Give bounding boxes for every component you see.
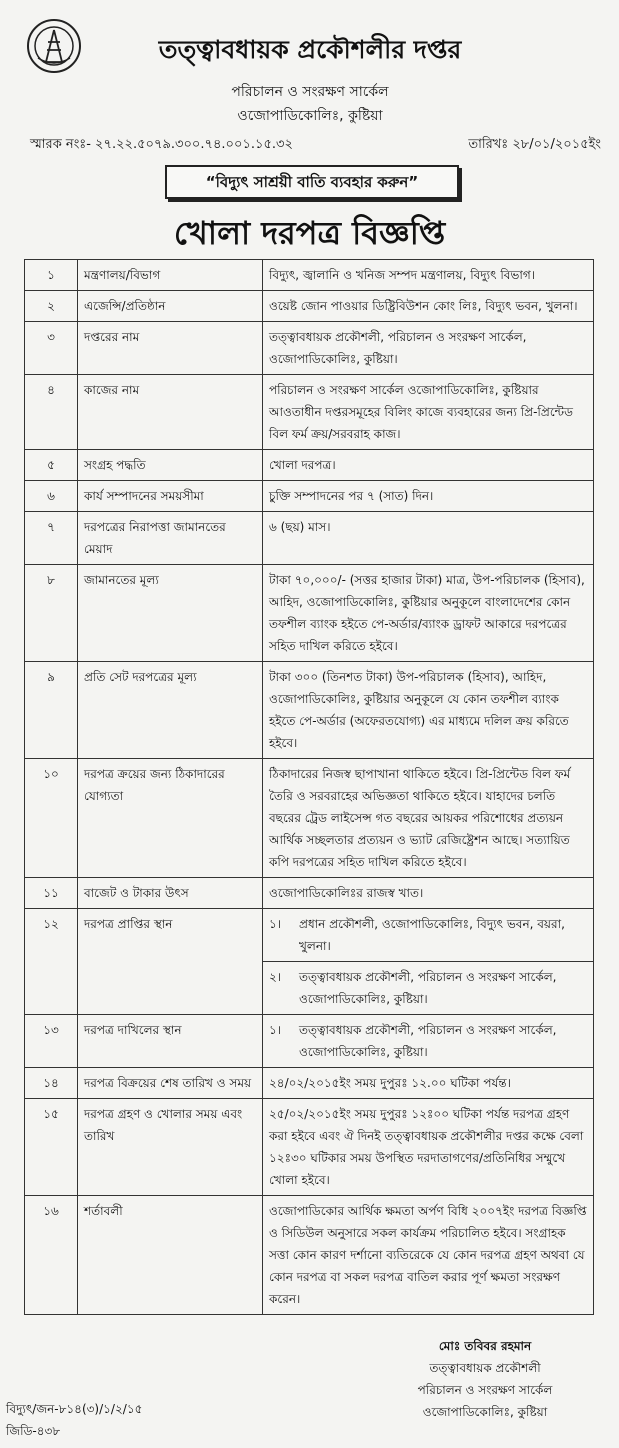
row-value: তত্ত্বাবধায়ক প্রকৌশলী, পরিচালন ও সংরক্ষণ সার্কেল, ওজোপাডিকোলিঃ, কুষ্টিয়া। bbox=[263, 322, 594, 375]
row-number: ১৩ bbox=[25, 1015, 78, 1068]
row-value: ২৪/০২/২০১৫ইং সময় দুপুরঃ ১২.০০ ঘটিকা পর্যন্ত। bbox=[263, 1068, 594, 1099]
row-value: ২৫/০২/২০১৫ইং সময় দুপুরঃ ১২ঃ০০ ঘটিকা পর্যন্ত দরপত্র গ্রহণ করা হইবে এবং ঐ দিনই তত্ত্বাবধায়ক প্রকৌশলীর দপ্তর কক্ষে বেলা ১২ঃ৩০ ঘটিকার সময় উপস্থিত দরদাতাগণের/প্রতিনিধির সম্মুখে খোলা হইবে। bbox=[263, 1099, 594, 1196]
office-subtitle: পরিচালন ও সংরক্ষণ সার্কেল bbox=[231, 84, 389, 100]
row-value: টাকা ৩০০ (তিনশত টাকা) উপ-পরিচালক (হিসাব), আহিদ, ওজোপাডিকোলিঃ, কুষ্টিয়ার অনুকূলে যে কোন তফশীল ব্যাংক হইতে পে-অর্ডার (অফেরতযোগ্য) এর মাধ্যমে দলিল ক্রয় করিতে হইবে। bbox=[263, 662, 594, 759]
footer-gd-number: জিডি-৪৩৮ bbox=[6, 1424, 61, 1438]
row-value: চুক্তি সম্পাদনের পর ৭ (সাত) দিন। bbox=[263, 481, 594, 512]
signatory-office: পরিচালন ও সংরক্ষণ সার্কেল bbox=[417, 1383, 553, 1397]
table-row bbox=[25, 481, 594, 512]
signature-block bbox=[380, 1335, 590, 1423]
table-row bbox=[25, 512, 594, 565]
office-location: ওজোপাডিকোলিঃ, কুষ্টিয়া bbox=[237, 108, 383, 124]
row-value: ওয়েষ্ট জোন পাওয়ার ডিষ্ট্রিবিউশন কোং লিঃ, বিদ্যুৎ ভবন, খুলনা। bbox=[263, 291, 594, 322]
row-value: ওজোপাডিকোর আর্থিক ক্ষমতা অর্পণ বিধি ২০০৭ইং দরপত্র বিজ্ঞপ্তি ও সিডিউল অনুসারে সকল কার্যক্রম পরিচালিত হইবে। সংগ্রাহক সত্তা কোন কারণ দর্শানো ব্যতিরেকে যে কোন দরপত্র গ্রহণ অথবা যে কোন দরপত্র বা সকল দরপত্র বাতিল করার পূর্ণ ক্ষমতা সংরক্ষণ করেন। bbox=[263, 1196, 594, 1315]
row-label: দরপত্রের নিরাপত্তা জামানতের মেয়াদ bbox=[78, 512, 263, 565]
row-value: টাকা ৭০,০০০/- (সত্তর হাজার টাকা) মাত্র, উপ-পরিচালক (হিসাব), আহিদ, ওজোপাডিকোলিঃ, কুষ্টিয়ার অনুকূলে বাংলাদেশের কোন তফশীল ব্যাংক হইতে পে-অর্ডার/ব্যাংক ড্রাফট আকারে দরপত্রের সহিত দাখিল করিতে হইবে। bbox=[263, 565, 594, 662]
signatory-location: ওজোপাডিকোলিঃ, কুষ্টিয়া bbox=[422, 1405, 548, 1419]
row-value: ৬ (ছয়) মাস। bbox=[263, 512, 594, 565]
row-label: দরপত্র দাখিলের স্থান bbox=[78, 1015, 263, 1068]
row-label: শর্তাবলী bbox=[78, 1196, 263, 1315]
row-number: ১০ bbox=[25, 759, 78, 878]
row-value: বিদ্যুৎ, জ্বালানি ও খনিজ সম্পদ মন্ত্রণালয়, বিদ্যুৎ বিভাগ। bbox=[263, 260, 594, 291]
sub-item bbox=[269, 1019, 587, 1063]
table-row bbox=[25, 1068, 594, 1099]
table-row bbox=[25, 878, 594, 909]
row-label: প্রতি সেট দরপত্রের মূল্য bbox=[78, 662, 263, 759]
row-label: মন্ত্রণালয়/বিভাগ bbox=[78, 260, 263, 291]
footer-reference: বিদ্যুৎ/জন-৮১৪(৩)/১/২/১৫ bbox=[6, 1402, 143, 1416]
sub-value: তত্ত্বাবধায়ক প্রকৌশলী, পরিচালন ও সংরক্ষণ সার্কেল, ওজোপাডিকোলিঃ, কুষ্টিয়া। bbox=[299, 1023, 557, 1059]
row-label: দরপত্র গ্রহণ ও খোলার সময় এবং তারিখ bbox=[78, 1099, 263, 1196]
table-row bbox=[25, 1196, 594, 1315]
row-number: ৬ bbox=[25, 481, 78, 512]
row-number: ১৫ bbox=[25, 1099, 78, 1196]
row-value bbox=[263, 962, 594, 1015]
row-number: ২ bbox=[25, 291, 78, 322]
row-number: ৪ bbox=[25, 375, 78, 450]
table-row bbox=[25, 260, 594, 291]
row-value: খোলা দরপত্র। bbox=[263, 450, 594, 481]
row-label: দরপত্র প্রাপ্তির স্থান bbox=[78, 909, 263, 1015]
row-label: দরপত্র ক্রয়ের জন্য ঠিকাদারের যোগ্যতা bbox=[78, 759, 263, 878]
memo-number: স্মারক নংঃ- ২৭.২২.৫০৭৯.৩০০.৭৪.০০১.১৫.৩২ bbox=[30, 137, 293, 152]
row-number: ৫ bbox=[25, 450, 78, 481]
row-label: সংগ্রহ পদ্ধতি bbox=[78, 450, 263, 481]
row-label: জামানতের মূল্য bbox=[78, 565, 263, 662]
slogan-box: “বিদ্যুৎ সাশ্রয়ী বাতি ব্যবহার করুন” bbox=[165, 165, 459, 199]
notice-title: খোলা দরপত্র বিজ্ঞপ্তি bbox=[173, 214, 446, 252]
row-value: ঠিকাদারের নিজস্ব ছাপাখানা থাকিতে হইবে। প্রি-প্রিন্টেড বিল ফর্ম তৈরি ও সরবরাহের অভিজ্ঞতা থাকিতে হইবে। যাহাদের চলতি বছরের ট্রেড লাইসেন্স গত বছরের আয়কর পরিশোধের প্রত্যয়ন আর্থিক সচ্ছলতার প্রত্যয়ন ও ভ্যাট রেজিষ্ট্রেশন আছে। সত্যায়িত কপি দরপত্রের সহিত দাখিল করিতে হইবে। bbox=[263, 759, 594, 878]
row-value: ওজোপাডিকোলিঃর রাজস্ব খাত। bbox=[263, 878, 594, 909]
table-row bbox=[25, 375, 594, 450]
row-label: এজেন্সি/প্রতিষ্ঠান bbox=[78, 291, 263, 322]
sub-number: ১। bbox=[269, 1023, 282, 1037]
row-label: কার্য সম্পাদনের সময়সীমা bbox=[78, 481, 263, 512]
table-row bbox=[25, 909, 594, 962]
row-number: ৭ bbox=[25, 512, 78, 565]
table-row bbox=[25, 662, 594, 759]
row-number: ১১ bbox=[25, 878, 78, 909]
row-label: দরপত্র বিক্রয়ের শেষ তারিখ ও সময় bbox=[78, 1068, 263, 1099]
header bbox=[0, 0, 619, 130]
row-number: ৩ bbox=[25, 322, 78, 375]
row-label: কাজের নাম bbox=[78, 375, 263, 450]
table-row bbox=[25, 565, 594, 662]
memo-date: তারিখঃ ২৮/০১/২০১৫ইং bbox=[468, 137, 601, 152]
row-number: ১৬ bbox=[25, 1196, 78, 1315]
row-value: পরিচালন ও সংরক্ষণ সার্কেল ওজোপাডিকোলিঃ, কুষ্টিয়ার আওতাধীন দপ্তরসমূহের বিলিং কাজে ব্যবহারের জন্য প্রি-প্রিন্টেড বিল ফর্ম ক্রয়/সরবরাহ কাজ। bbox=[263, 375, 594, 450]
table-row bbox=[25, 291, 594, 322]
table-row bbox=[25, 450, 594, 481]
row-number: ১২ bbox=[25, 909, 78, 1015]
tender-table bbox=[24, 259, 594, 1315]
signatory-name: মোঃ তবিবর রহমান bbox=[438, 1339, 532, 1353]
signatory-designation: তত্ত্বাবধায়ক প্রকৌশলী bbox=[429, 1361, 541, 1375]
table-row bbox=[25, 322, 594, 375]
table-row bbox=[25, 759, 594, 878]
sub-item bbox=[269, 966, 587, 1010]
row-number: ৮ bbox=[25, 565, 78, 662]
sub-value: প্রধান প্রকৌশলী, ওজোপাডিকোলিঃ, বিদ্যুৎ ভবন, বয়রা, খুলনা। bbox=[299, 917, 565, 953]
sub-number: ১। bbox=[269, 917, 282, 931]
table-row bbox=[25, 1099, 594, 1196]
row-label: বাজেট ও টাকার উৎস bbox=[78, 878, 263, 909]
sub-value: তত্ত্বাবধায়ক প্রকৌশলী, পরিচালন ও সংরক্ষণ সার্কেল, ওজোপাডিকোলিঃ, কুষ্টিয়া। bbox=[299, 970, 557, 1006]
row-number: ১৪ bbox=[25, 1068, 78, 1099]
row-label: দপ্তরের নাম bbox=[78, 322, 263, 375]
row-value bbox=[263, 1015, 594, 1068]
row-number: ৯ bbox=[25, 662, 78, 759]
sub-item bbox=[269, 913, 587, 957]
sub-number: ২। bbox=[269, 970, 282, 984]
office-title: তত্ত্বাবধায়ক প্রকৌশলীর দপ্তর bbox=[158, 35, 462, 64]
table-row bbox=[25, 1015, 594, 1068]
row-number: ১ bbox=[25, 260, 78, 291]
bpdb-emblem-icon bbox=[26, 18, 82, 74]
row-value bbox=[263, 909, 594, 962]
